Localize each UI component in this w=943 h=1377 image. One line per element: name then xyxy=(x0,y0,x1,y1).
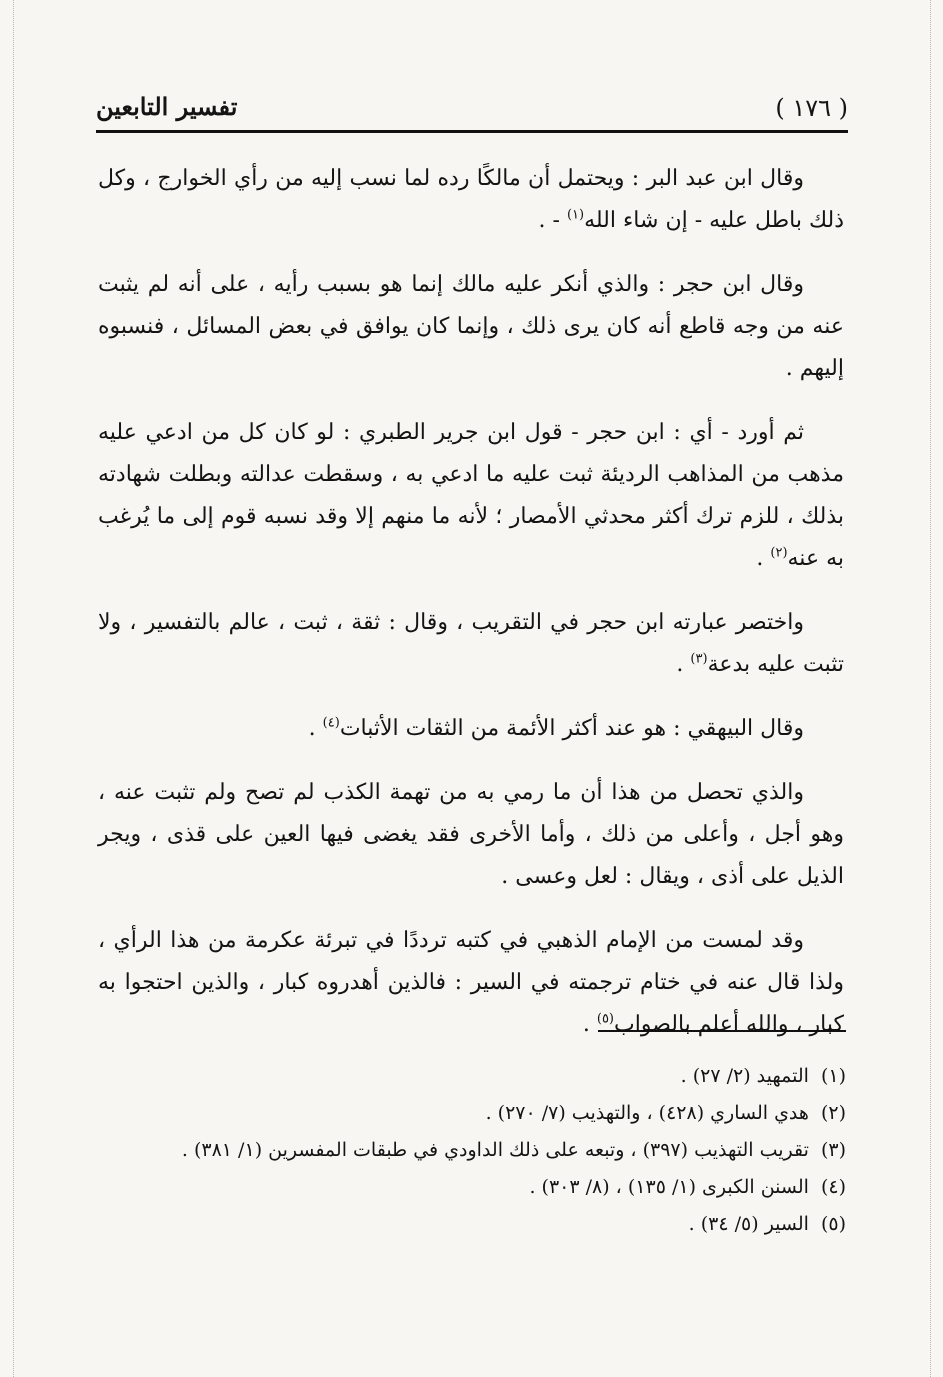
footnote xyxy=(98,1206,846,1243)
paragraph-text: واختصر عبارته ابن حجر في التقريب ، وقال : ثقة ، ثبت ، عالم بالتفسير ، ولا تثبت عليه بدعة xyxy=(98,610,844,677)
scan-gutter-line-right xyxy=(930,0,931,1377)
paragraph-end: - . xyxy=(538,208,567,233)
footnote-text: التمهيد (٢/ ٢٧) . xyxy=(680,1065,809,1087)
header-rule xyxy=(96,130,848,133)
paragraph xyxy=(98,158,844,242)
footnote-separator xyxy=(598,1030,846,1032)
footnote xyxy=(98,1058,846,1095)
scan-gutter-line-left xyxy=(13,0,14,1377)
footnote-text: السنن الكبرى (١/ ١٣٥) ، (٨/ ٣٠٣) . xyxy=(529,1176,809,1198)
paragraph-end: . xyxy=(756,546,771,571)
footnote xyxy=(98,1132,846,1169)
footnote-number: (٥) xyxy=(820,1213,846,1235)
footnote-text: السير (٥/ ٣٤) . xyxy=(688,1213,809,1235)
footnote-marker: (٢) xyxy=(770,545,788,561)
footnote xyxy=(98,1169,846,1206)
footnotes xyxy=(98,1058,846,1243)
running-title: تفسير التابعين xyxy=(96,92,238,121)
footnote-number: (٣) xyxy=(820,1139,846,1161)
paragraph-text: وقال ابن حجر : والذي أنكر عليه مالك إنما هو بسبب رأيه ، على أنه لم يثبت عنه من وجه قاطع أنه كان يرى ذلك ، وإنما كان يوافق في بعض المسائل ، فنسبوه إليهم . xyxy=(98,272,844,381)
paragraph xyxy=(98,412,844,580)
paragraph-text: وقال ابن عبد البر : ويحتمل أن مالكًا رده لما نسب إليه من رأي الخوارج ، وكل ذلك باطل عليه - إن شاء الله xyxy=(98,166,844,233)
page-number: ( ١٧٦ ) xyxy=(775,94,848,122)
paragraph-end: . xyxy=(676,652,691,677)
footnote-marker: (٤) xyxy=(322,715,340,731)
page-header xyxy=(96,88,848,128)
main-text xyxy=(98,158,844,1068)
paragraph-text: وقد لمست من الإمام الذهبي في كتبه ترددًا في تبرئة عكرمة من هذا الرأي ، ولذا قال عنه في ختام ترجمته في السير : فالذين أهدروه كبار ، والذين احتجوا به كبار ، والله أعلم بالصواب xyxy=(98,928,844,1037)
paragraph-text: ثم أورد - أي : ابن حجر - قول ابن جرير الطبري : لو كان كل من ادعي عليه مذهب من المذاهب الرديئة ثبت عليه ما ادعي به ، وسقطت عدالته وبطلت شهادته بذلك ، للزم ترك أكثر محدثي الأمصار ؛ لأنه ما منهم إلا وقد نسبه قوم إلى ما يُرغب به عنه xyxy=(98,420,845,571)
paragraph xyxy=(98,708,844,750)
footnote-text: تقريب التهذيب (٣٩٧) ، وتبعه على ذلك الداودي في طبقات المفسرين (١/ ٣٨١) . xyxy=(181,1139,809,1161)
footnote-marker: (١) xyxy=(566,207,585,223)
footnote-number: (٤) xyxy=(820,1176,846,1198)
footnote xyxy=(98,1095,846,1132)
paragraph xyxy=(98,602,844,686)
footnote-marker: (٣) xyxy=(690,651,708,667)
paragraph xyxy=(98,264,844,390)
footnote-number: (١) xyxy=(820,1065,846,1087)
paragraph xyxy=(98,772,844,898)
paragraph xyxy=(98,920,844,1046)
paragraph-end: . xyxy=(308,716,323,741)
footnote-number: (٢) xyxy=(820,1102,846,1124)
paragraph-text: والذي تحصل من هذا أن ما رمي به من تهمة الكذب لم تصح ولم تثبت عنه ، وهو أجل ، وأعلى من ذلك ، وأما الأخرى فقد يغضى فيها العين على قذى ، ويجر الذيل على أذى ، ويقال : لعل وعسى . xyxy=(98,780,844,889)
footnote-marker: (٥) xyxy=(596,1011,614,1027)
paragraph-end: . xyxy=(582,1012,597,1037)
paragraph-text: وقال البيهقي : هو عند أكثر الأئمة من الثقات الأثبات xyxy=(339,716,804,741)
footnote-text: هدي الساري (٤٢٨) ، والتهذيب (٧/ ٢٧٠) . xyxy=(485,1102,809,1124)
